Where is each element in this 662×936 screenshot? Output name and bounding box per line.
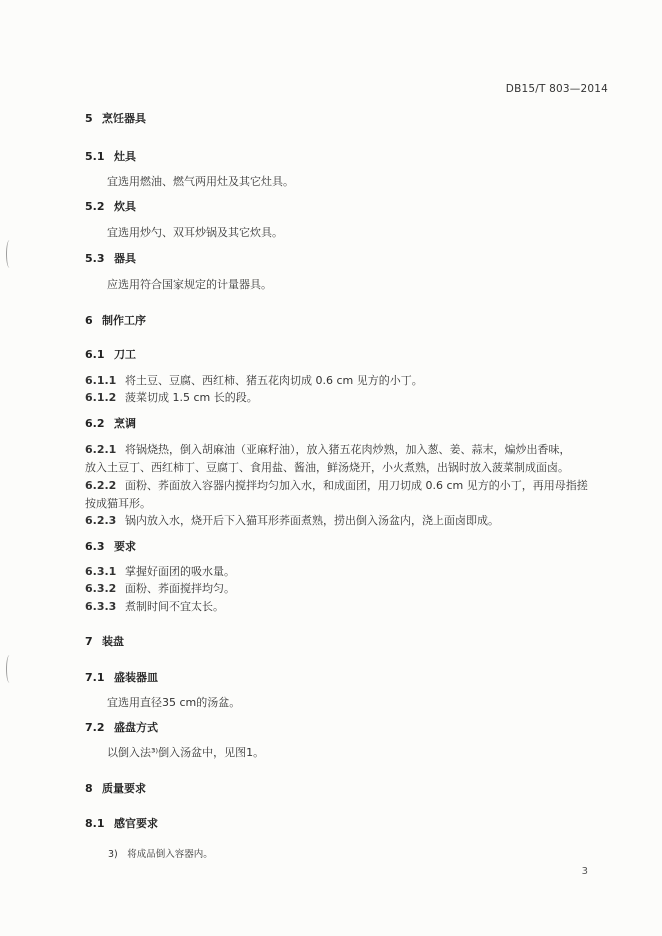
clause-6-3-2 xyxy=(85,580,235,596)
scan-binding-mark xyxy=(6,240,13,268)
section-number: 5 xyxy=(85,112,93,125)
section-title: 装盘 xyxy=(102,635,124,648)
section-7-heading xyxy=(85,633,124,649)
section-number: 7.1 xyxy=(85,671,105,684)
section-title: 制作工序 xyxy=(102,314,146,327)
clause-6-2-1-continued: 放入土豆丁、西红柿丁、豆腐丁、食用盐、酱油，鲜汤烧开，小火煮熟，出锅时放入菠菜制成面卤。 xyxy=(85,461,569,474)
section-title: 灶具 xyxy=(114,150,136,163)
clause-number: 6.2.1 xyxy=(85,443,117,456)
section-title: 盛盘方式 xyxy=(114,721,158,734)
section-title: 盛装器皿 xyxy=(114,671,158,684)
section-title: 要求 xyxy=(114,540,136,553)
clause-6-2-2-continued: 按成猫耳形。 xyxy=(85,497,151,510)
section-8-heading xyxy=(85,780,146,796)
section-5-heading xyxy=(85,110,146,126)
section-5-1-text: 宜选用燃油、燃气两用灶及其它灶具。 xyxy=(107,175,294,188)
clause-6-2-1 xyxy=(85,441,571,457)
section-7-1-heading xyxy=(85,669,158,685)
section-5-3-text: 应选用符合国家规定的计量器具。 xyxy=(107,278,272,291)
section-5-2-heading xyxy=(85,198,136,214)
clause-number: 6.2.2 xyxy=(85,479,117,492)
section-title: 刀工 xyxy=(114,348,136,361)
clause-number: 6.3.3 xyxy=(85,600,117,613)
clause-6-3-1 xyxy=(85,563,235,579)
clause-text: 将锅烧热，倒入胡麻油（亚麻籽油），放入猪五花肉炒熟，加入葱、姜、蒜末，煸炒出香味， xyxy=(125,443,571,456)
clause-text: 菠菜切成 1.5 cm 长的段。 xyxy=(125,391,258,404)
section-number: 6.2 xyxy=(85,417,105,430)
section-8-1-heading xyxy=(85,815,158,831)
clause-number: 6.1.2 xyxy=(85,391,117,404)
section-title: 感官要求 xyxy=(114,817,158,830)
section-title: 烹饪器具 xyxy=(102,112,146,125)
clause-text: 将土豆、豆腐、西红柿、猪五花肉切成 0.6 cm 见方的小丁。 xyxy=(125,374,423,387)
clause-number: 6.3.1 xyxy=(85,565,117,578)
clause-6-3-3 xyxy=(85,598,224,614)
section-number: 7.2 xyxy=(85,721,105,734)
section-number: 5.2 xyxy=(85,200,105,213)
section-number: 5.3 xyxy=(85,252,105,265)
clause-text: 面粉、荞面放入容器内搅拌均匀加入水，和成面团，用刀切成 0.6 cm 见方的小丁，再用母指搓 xyxy=(125,479,588,492)
clause-number: 6.3.2 xyxy=(85,582,117,595)
clause-6-2-3 xyxy=(85,512,499,528)
section-number: 8 xyxy=(85,782,93,795)
section-7-1-text: 宜选用直径35 cm的汤盆。 xyxy=(107,696,241,709)
clause-text: 面粉、荞面搅拌均匀。 xyxy=(125,582,235,595)
scan-binding-mark xyxy=(6,655,13,683)
section-number: 8.1 xyxy=(85,817,105,830)
clause-text: 掌握好面团的吸水量。 xyxy=(125,565,235,578)
document-code: DB15/T 803—2014 xyxy=(505,83,608,95)
section-number: 7 xyxy=(85,635,93,648)
section-5-1-heading xyxy=(85,148,136,164)
section-7-2-heading xyxy=(85,719,158,735)
clause-number: 6.2.3 xyxy=(85,514,117,527)
section-6-1-heading xyxy=(85,346,136,362)
section-number: 5.1 xyxy=(85,150,105,163)
section-title: 器具 xyxy=(114,252,136,265)
section-6-heading xyxy=(85,312,146,328)
section-6-2-heading xyxy=(85,415,136,431)
clause-6-2-2 xyxy=(85,477,588,493)
section-title: 炊具 xyxy=(114,200,136,213)
footnote: 3) 将成品倒入容器内。 xyxy=(108,849,213,860)
clause-number: 6.1.1 xyxy=(85,374,117,387)
section-5-3-heading xyxy=(85,250,136,266)
section-number: 6.1 xyxy=(85,348,105,361)
clause-6-1-2 xyxy=(85,389,258,405)
section-title: 质量要求 xyxy=(102,782,146,795)
page-number: 3 xyxy=(581,866,588,877)
clause-text: 锅内放入水，烧开后下入猫耳形荞面煮熟，捞出倒入汤盆内，浇上面卤即成。 xyxy=(125,514,499,527)
section-number: 6 xyxy=(85,314,93,327)
section-7-2-text: 以倒入法³⁾倒入汤盆中，见图1。 xyxy=(107,746,265,759)
section-title: 烹调 xyxy=(114,417,136,430)
section-number: 6.3 xyxy=(85,540,105,553)
section-5-2-text: 宜选用炒勺、双耳炒锅及其它炊具。 xyxy=(107,226,283,239)
clause-6-1-1 xyxy=(85,372,423,388)
section-6-3-heading xyxy=(85,538,136,554)
clause-text: 煮制时间不宜太长。 xyxy=(125,600,224,613)
